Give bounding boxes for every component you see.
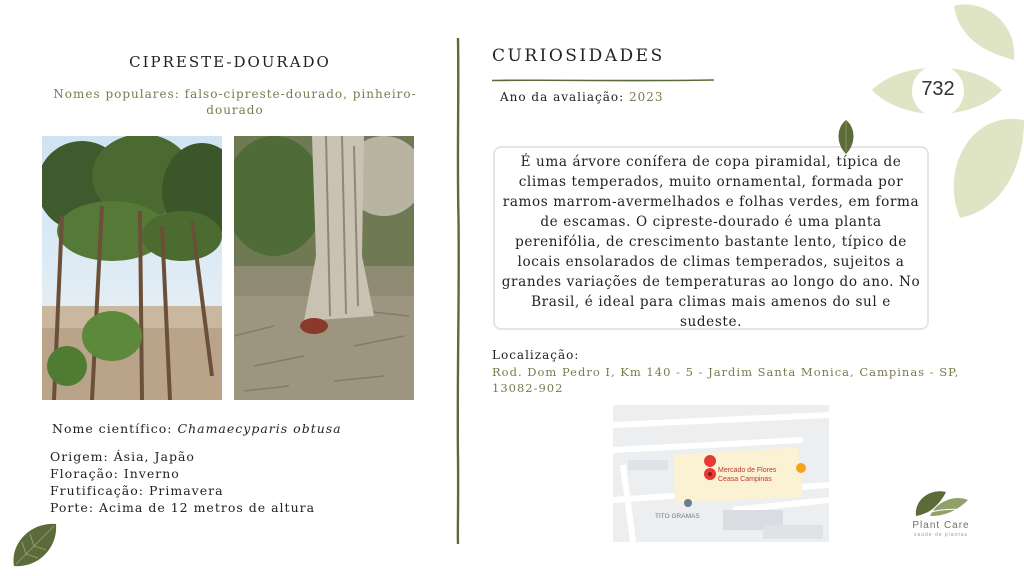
origin: Origem: Ásia, Japão [50,449,195,464]
title-underline [492,68,714,73]
secondary-pin-icon [684,499,692,507]
flowering: Floração: Inverno [50,466,180,481]
scientific-label: Nome científico: [52,421,173,436]
description-box: É uma árvore conífera de copa piramidal, típica de climas temperados, muito ornamental, formada por ramos marrom-avermelhados e folhas verdes, em forma de escamas. O cipreste-dourado é uma planta perenifólia, de crescimento bastante lento, típico de locais ensolarados de climas temperados, sujeitos a grandes variações de temperaturas ao longo do ano. No Brasil, é ideal para climas mais amenos do sul e sudeste. [493,146,929,330]
food-pin-icon [796,463,806,473]
evaluation-year [500,90,664,104]
popular-names: Nomes populares: falso-cipreste-dourado, pinheiro-dourado [53,87,417,117]
scientific-name: Chamaecyparis obtusa [177,421,342,436]
tree-photo [42,136,222,400]
map-place-line2: Ceasa Campinas [718,476,772,483]
map-place-line1: Mercado de Flores [718,467,777,474]
location-address: Rod. Dom Pedro I, Km 140 - 5 - Jardim Santa Monica, Campinas - SP, 13082-902 [492,365,960,395]
plant-title: CIPRESTE-DOURADO [129,53,331,71]
curiosities-title: CURIOSIDADES [492,46,665,66]
scientific-name-line [52,421,342,436]
evaluation-number: 732 [921,78,955,100]
logo-name: Plant Care [912,520,970,531]
location-map[interactable] [613,405,829,542]
year-value: 2023 [628,90,664,104]
leaf-icon [10,520,60,570]
logo-tagline: saúde de plantas [913,532,969,538]
size: Porte: Acima de 12 metros de altura [50,500,316,515]
map-secondary-place: TITO GRAMAS [655,513,700,520]
column-divider [455,38,461,544]
location-label: Localização: [492,348,580,362]
plant-facts [50,448,315,516]
trunk-photo [234,136,414,400]
leaf-icon [836,120,856,154]
year-label: Ano da avaliação: [500,90,625,104]
fruiting: Frutificação: Primavera [50,483,224,498]
